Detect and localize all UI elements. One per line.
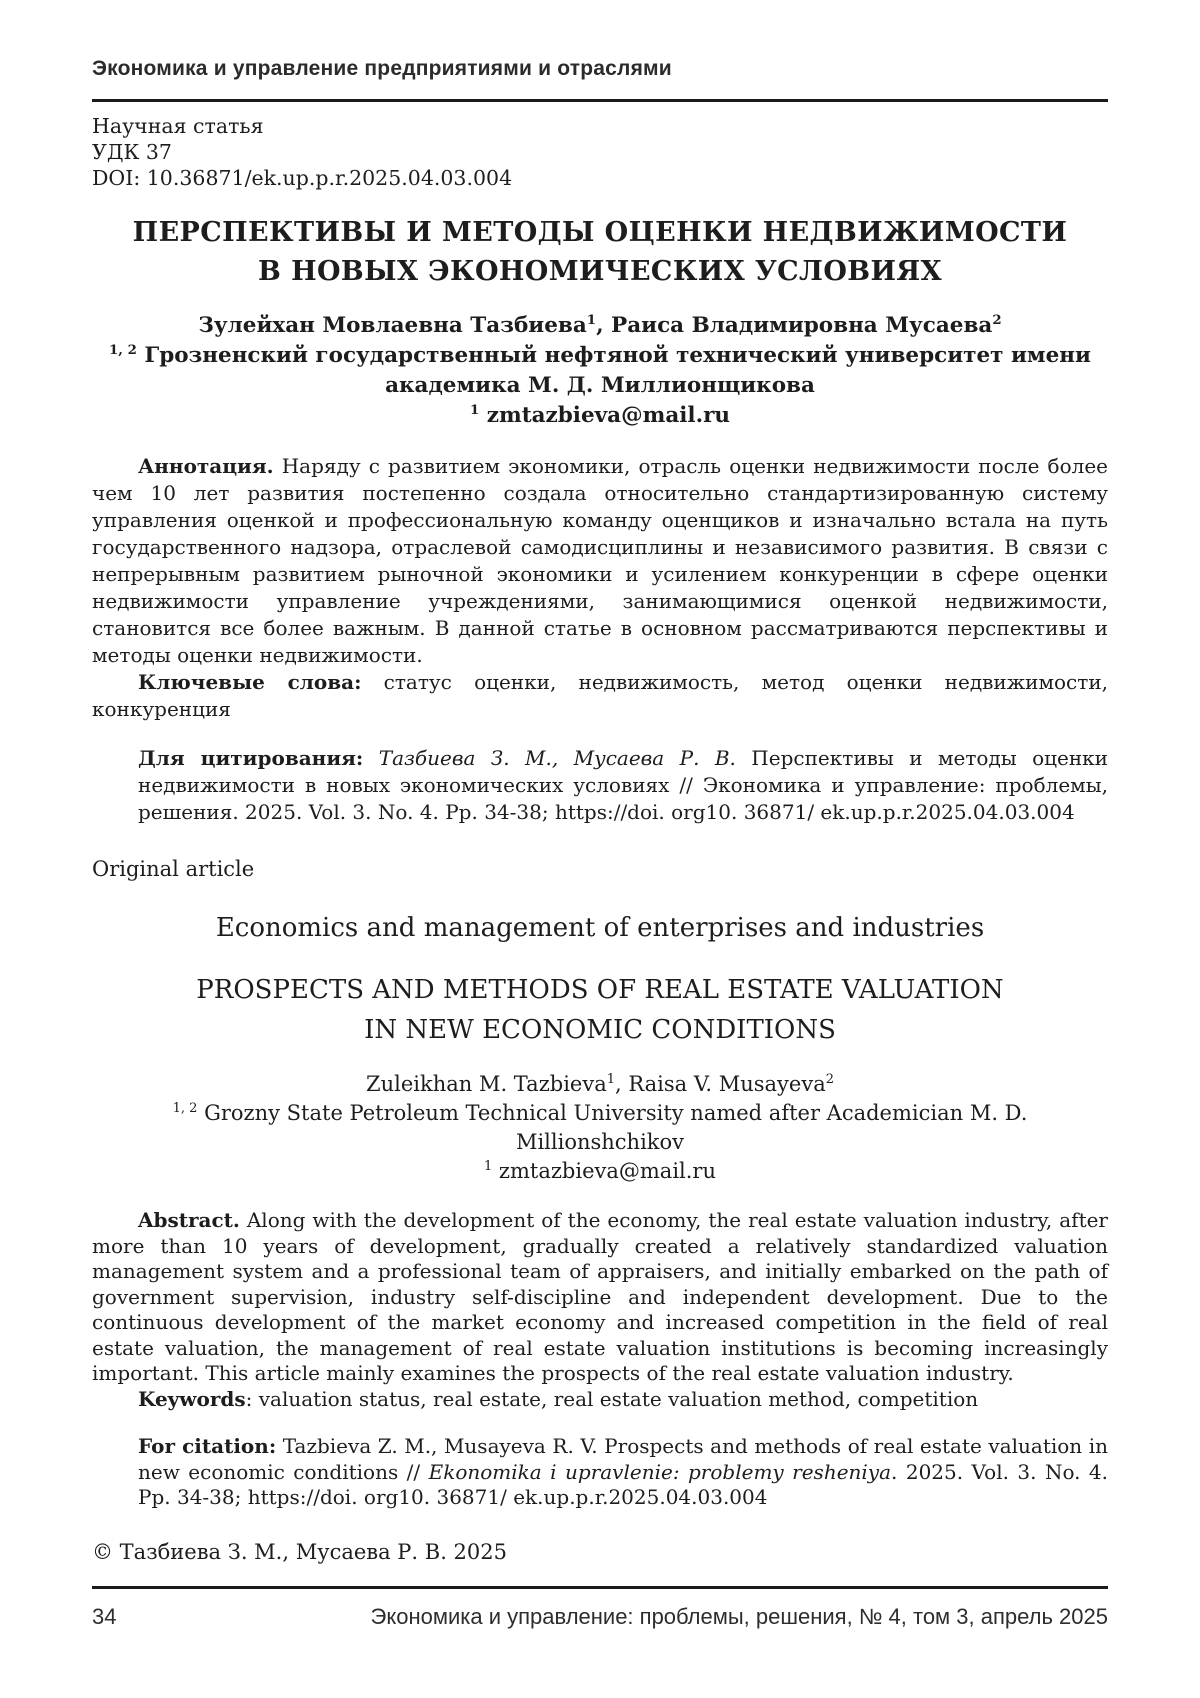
citation-en-journal: Ekonomika i upravlenie: problemy resheniya xyxy=(428,1459,892,1484)
abstract-en-text: Along with the development of the economy, the real estate valuation industry, after more than 10 years of development, gradually created a relatively standardized valuation management system and a professional team of appraisers, and initially embarked on the path of government supervision, industry self-discipline and independent development. Due to the continuous development of the market economy and increased competition in the field of real estate valuation, the management of real estate valuation institutions is becoming increasingly important. This article mainly examines the prospects of the real estate valuation industry. xyxy=(92,1208,1108,1385)
section-title-en: Economics and management of enterprises and industries xyxy=(215,913,985,943)
affiliation-en-sup: 1, 2 xyxy=(172,1101,198,1116)
title-ru-line-1: ПЕРСПЕКТИВЫ И МЕТОДЫ ОЦЕНКИ НЕДВИЖИМОСТИ xyxy=(132,217,1068,248)
citation-ru xyxy=(138,745,1108,826)
footer-row xyxy=(92,1604,1108,1630)
keywords-ru xyxy=(92,669,1108,723)
keywords-ru-label: Ключевые слова: xyxy=(138,670,362,694)
author-en-1: Zuleikhan M. Tazbieva xyxy=(366,1072,607,1096)
footer-rule xyxy=(92,1586,1108,1589)
citation-en-pre: Tazbieva Z. M., Musayeva R. V. Prospects and methods of real estate valuation in new economic conditions // xyxy=(138,1434,1108,1484)
title-en-line-1: PROSPECTS AND METHODS OF REAL ESTATE VALUATION xyxy=(196,975,1004,1005)
journal-info: Экономика и управление: проблемы, решения, № 4, том 3, апрель 2025 xyxy=(370,1604,1108,1629)
email-ru-sup: 1 xyxy=(469,401,480,418)
title-ru-line-2: В НОВЫХ ЭКОНОМИЧЕСКИХ УСЛОВИЯХ xyxy=(258,256,942,287)
affiliation-en xyxy=(92,1099,1108,1157)
keywords-en-label: Keywords xyxy=(138,1386,246,1411)
abstract-ru-text: Наряду с развитием экономики, отрасль оценки недвижимости после более чем 10 лет развития постепенно создала относительно стандартизированную систему управления оценкой и профессиональную команду оценщиков и изначально встала на путь государственного надзора, отраслевой самодисциплины и независимого развития. В связи с непрерывным развитием рыночной экономики и усилением конкуренции в сфере оценки недвижимости управление учреждениями, занимающимися оценкой недвижимости, становится все более важным. В данной статье в основном рассматриваются перспективы и методы оценки недвижимости. xyxy=(92,454,1108,667)
author-ru-1-sup: 1 xyxy=(586,311,597,328)
email-ru xyxy=(92,401,1108,431)
doi: DOI: 10.36871/ek.up.p.r.2025.04.03.004 xyxy=(92,166,513,190)
author-en-1-sup: 1 xyxy=(606,1072,616,1087)
email-en-text: zmtazbieva@mail.ru xyxy=(492,1159,717,1183)
author-en-2-sup: 2 xyxy=(825,1072,834,1087)
title-en xyxy=(92,970,1108,1050)
citation-en-label: For citation: xyxy=(138,1434,277,1458)
keywords-en xyxy=(92,1387,1108,1413)
copyright-line: © Тазбиева З. М., Мусаева Р. В. 2025 xyxy=(92,1539,507,1564)
abstract-ru-label: Аннотация. xyxy=(138,454,274,478)
email-en xyxy=(92,1157,1108,1186)
udc-number: УДК 37 xyxy=(92,140,172,164)
abstract-en xyxy=(92,1208,1108,1387)
page-number: 34 xyxy=(92,1604,117,1629)
author-en-2: , Raisa V. Musayeva xyxy=(615,1072,826,1096)
authors-ru xyxy=(92,311,1108,341)
affiliation-ru-sup: 1, 2 xyxy=(109,341,137,358)
author-ru-2-sup: 2 xyxy=(992,311,1002,328)
header-rule xyxy=(92,99,1108,102)
author-ru-1: Зулейхан Мовлаевна Тазбиева xyxy=(198,313,587,338)
affiliation-en-text: Grozny State Petroleum Technical University named after Academician M. D. Millionshchikov xyxy=(197,1101,1028,1154)
article-meta xyxy=(92,113,1108,191)
keywords-en-text: : valuation status, real estate, real estate valuation method, competition xyxy=(245,1386,979,1411)
original-article-label: Original article xyxy=(92,857,255,881)
citation-ru-label: Для цитирования: xyxy=(138,746,364,770)
title-en-line-2: IN NEW ECONOMIC CONDITIONS xyxy=(364,1015,836,1045)
email-ru-text: zmtazbieva@mail.ru xyxy=(479,403,731,428)
affiliation-ru xyxy=(92,341,1108,401)
authors-en xyxy=(92,1070,1108,1099)
email-en-sup: 1 xyxy=(483,1159,493,1174)
abstract-en-label: Abstract. xyxy=(138,1208,240,1232)
abstract-ru xyxy=(92,453,1108,669)
citation-ru-text: Перспективы и методы оценки недвижимости в новых экономических условиях // Экономика и управление: проблемы, решения. 2025. Vol. 3. No. 4. Pp. 34-38; https://doi. org10. 36871/ ek.up.p.r.2025.04.03.004 xyxy=(138,746,1108,824)
title-ru xyxy=(92,213,1108,291)
author-ru-2: , Раиса Владимировна Мусаева xyxy=(596,313,993,338)
citation-ru-authors: Тазбиева З. М., Мусаева Р. В. xyxy=(363,746,736,770)
page-footer xyxy=(92,1569,1108,1698)
affiliation-ru-text: Грозненский государственный нефтяной технический университет имени академика М. Д. Миллионщикова xyxy=(136,343,1091,398)
citation-en-post: . 2025. Vol. 3. No. 4. Pp. 34-38; https://doi. org10. 36871/ ek.up.p.r.2025.04.03.004 xyxy=(138,1459,1109,1509)
citation-en xyxy=(138,1434,1108,1511)
keywords-ru-text: статус оценки, недвижимость, метод оценки недвижимости, конкуренция xyxy=(92,670,1109,721)
article-type: Научная статья xyxy=(92,114,264,138)
running-head: Экономика и управление предприятиями и отраслями xyxy=(92,57,672,80)
